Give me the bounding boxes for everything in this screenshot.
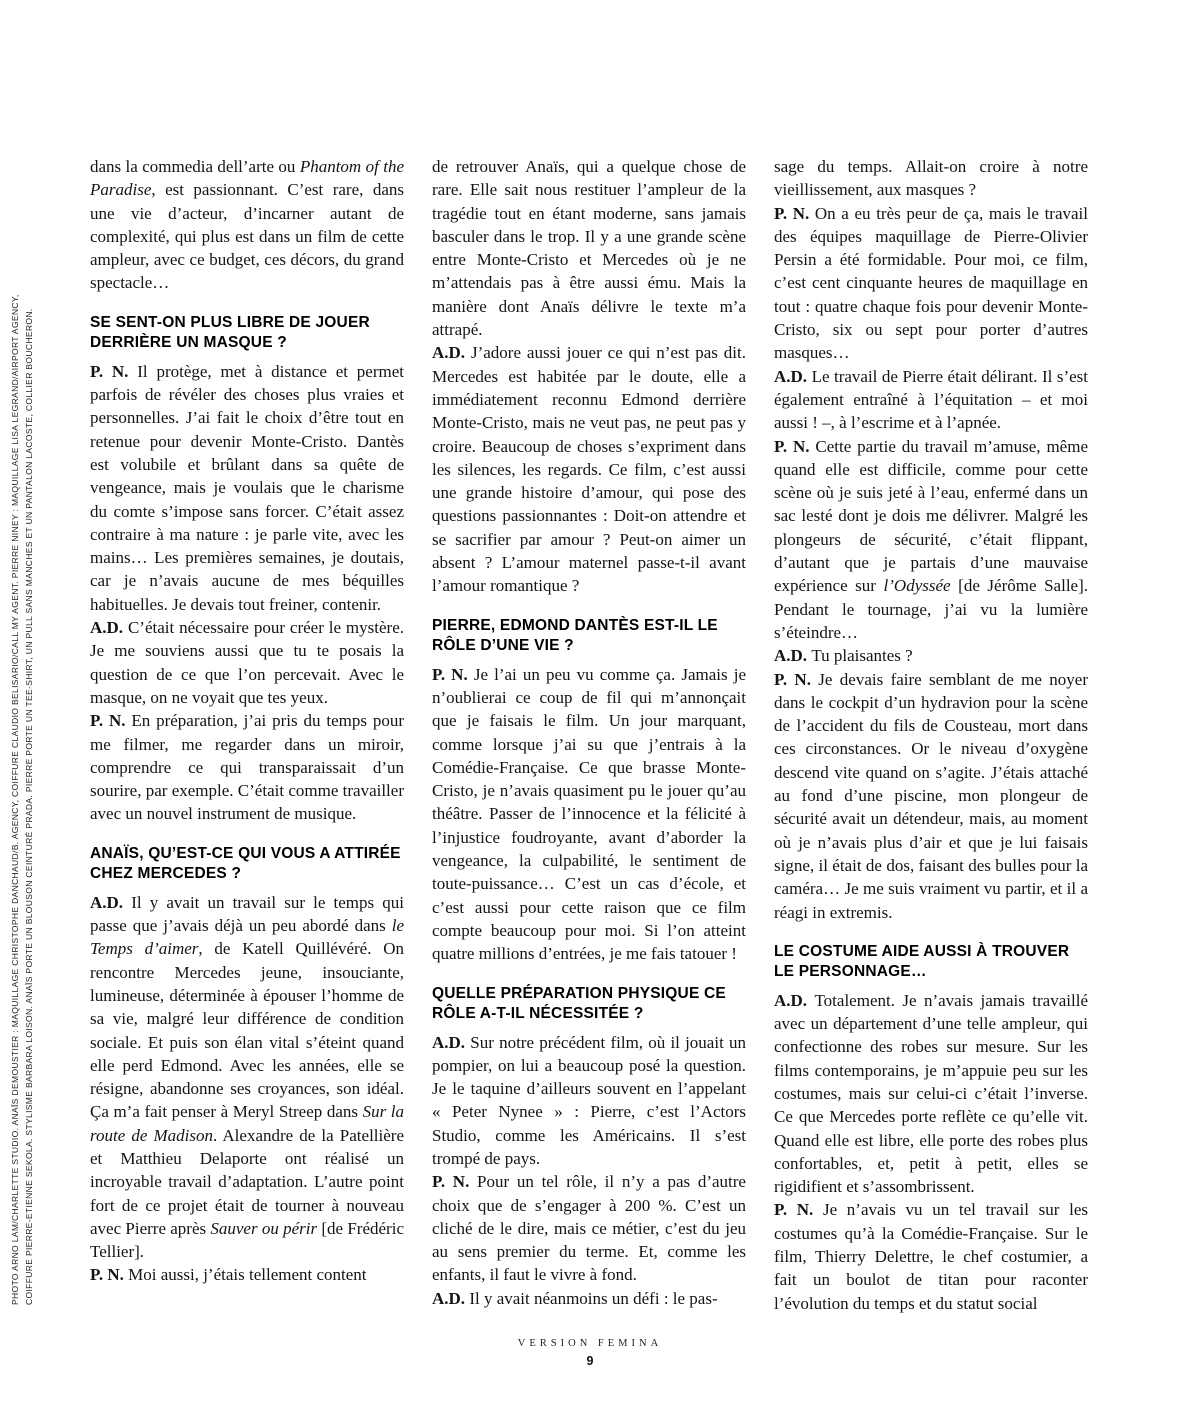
paragraph-text: En préparation, j’ai pris du temps pour me filmer, me regarder dans un miroir, comprendre ce qui transparaissait d’un sourire, par exemple. C’était comme travailler avec un nouvel instrument de musique. — [90, 711, 404, 824]
speaker-label: A.D. — [774, 366, 812, 386]
question-heading: SE SENT-ON PLUS LIBRE DE JOUER DERRIÈRE UN MASQUE ? — [90, 313, 370, 351]
paragraph-text: Moi aussi, j’étais tellement content — [128, 1265, 367, 1285]
speaker-label: P. N. — [774, 436, 816, 456]
paragraph-text: Totalement. Je n’avais jamais travaillé avec un département d’une telle ampleur, qui confectionne des robes sur mesure. Sur les films contemporains, je m’appuie peu sur les costumes, mais sur celui-ci c’était l’inverse. Ce que Mercedes porte reflète ce qu’elle vit. Quand elle est libre, elle porte des robes plus confortables, et, petit à petit, elles se rigidifient et s’assombrissent. — [774, 990, 1088, 1197]
article-paragraph — [432, 663, 746, 966]
article-paragraph — [432, 1031, 746, 1171]
paragraph-text: sage du temps. Allait-on croire à notre vieillissement, aux masques ? — [774, 157, 1088, 200]
paragraph-text: de retrouver Anaïs, qui a quelque chose de rare. Elle sait nous restituer l’ampleur de la tragédie tout en étant moderne, sans jamais basculer dans le trop. Il y a une grande scène entre Monte-Cristo et Mercedes où je ne m’attendais pas à être aussi ému. Mais la manière dont Anaïs délivre le texte m’a attrapé. — [432, 157, 746, 340]
article-paragraph — [774, 155, 1088, 202]
article-column-1 — [90, 155, 404, 1315]
paragraph-text: Tu plaisantes ? — [811, 646, 913, 666]
speaker-label: P. N. — [774, 1200, 823, 1220]
paragraph-text: . Alexandre de la Patellière et Matthieu Delaporte ont réalisé un incroyable travail d’adaptation. L’autre point fort de ce projet était de tourner à nouveau avec Pierre après — [90, 1125, 404, 1238]
article-paragraph — [774, 989, 1088, 1199]
paragraph-text: [de Frédéric Tellier]. — [90, 1218, 404, 1262]
photo-credits-line-1: PHOTO ARNO LAM/CHARLETTE STUDIO. ANAÏS DEMOUSTIER : MAQUILLAGE CHRISTOPHE DANCHAUD/B. AGENCY, COIFFURE CLAUDIO BELISARIO/CALL MY AGENT. PIERRE NINEY : MAQUILLAGE LISA LEGRAND/AIRPORT AGENCY, — [10, 294, 20, 1305]
speaker-label: A.D. — [774, 646, 812, 666]
question-heading: LE COSTUME AIDE AUSSI À TROUVER LE PERSONNAGE… — [774, 942, 1070, 980]
speaker-label: A.D. — [432, 1032, 471, 1052]
photo-credits-line-2: COIFFURE PIERRE-ETIENNE SEKOLA. STYLISME BARBARA LOISON. ANAÏS PORTE UN BLOUSON CEINTURÉ PRADA. PIERRE PORTE UN TEE-SHIRT, UN PULL SANS MANCHES ET UN PANTALON LACOSTE, COLLIER BOUCHERON. — [24, 308, 34, 1305]
paragraph-text: , est passionnant. C’est rare, dans une vie d’acteur, d’incarner autant de complexité, qui plus est dans un film de cette ampleur, avec ce budget, ces décors, du grand spectacle… — [90, 180, 404, 293]
article-paragraph — [90, 360, 404, 616]
paragraph-text: Sur la route de Madison — [90, 1102, 404, 1145]
article-paragraph — [774, 435, 1088, 645]
paragraph-text: Pour un tel rôle, il n’y a pas d’autre choix que de s’engager à 200 %. C’est un cliché de le dire, mais ce métier, c’est du jeu au sens premier du terme. Et, comme les enfants, il faut le vivre à fond. — [432, 1172, 746, 1285]
paragraph-text: dans la commedia dell’arte ou — [90, 157, 300, 176]
speaker-label: P. N. — [774, 669, 819, 689]
paragraph-text: Phantom of the Paradise — [90, 157, 404, 200]
paragraph-text: Cette partie du travail m’amuse, même quand elle est difficile, comme pour cette scène où je suis jeté à l’eau, enfermé dans un sac lesté dont je dois me délivrer. Malgré les plongeurs de sécurité, c’était flippant, d’autant que je partais d’une mauvaise expérience sur — [774, 436, 1088, 596]
article-paragraph — [90, 891, 404, 1264]
speaker-label: A.D. — [90, 892, 132, 912]
speaker-label: P. N. — [774, 203, 815, 223]
article-paragraph — [432, 341, 746, 597]
paragraph-text: Il y avait un travail sur le temps qui passe que j’avais déjà un peu abordé dans — [90, 892, 405, 936]
speaker-label: P. N. — [90, 361, 138, 381]
paragraph-text: Il y avait néanmoins un défi : le pas- — [469, 1288, 718, 1308]
paragraph-text: , de Katell Quillévéré. On rencontre Mercedes jeune, insouciante, lumineuse, déterminée à épouser l’homme de sa vie, malgré leur différence de condition sociale. Et puis son élan vital s’éteint quand elle perd Edmond. Avec les années, elle se résigne, abandonne ses croyances, son idéal. Ça m’a fait penser à Meryl Streep dans — [90, 939, 404, 1122]
paragraph-text: Le travail de Pierre était délirant. Il s’est également entraîné à l’équitation – et moi aussi ! –, à l’escrime et à l’apnée. — [774, 366, 1088, 433]
question-heading: QUELLE PRÉPARATION PHYSIQUE CE RÔLE A-T-IL NÉCESSITÉE ? — [432, 984, 726, 1022]
paragraph-text: Je devais faire semblant de me noyer dans le cockpit d’un hydravion pour la scène de l’accident du fils de Cousteau, mort dans ces circonstances. Or le niveau d’oxygène descend vite quand on s’agite. J’étais attaché au fond d’une piscine, mon plongeur de sécurité avait un détendeur, mais, au moment où je n’avais plus d’air et que je lui faisais signe, il était de dos, faisant des bulles pour la caméra… Je me suis vraiment vu partir, et il a réagi in extremis. — [774, 669, 1088, 922]
speaker-label: A.D. — [432, 1288, 470, 1308]
paragraph-text: l’Odyssée — [883, 576, 951, 596]
paragraph-text: J’adore aussi jouer ce qui n’est pas dit. Mercedes est habitée par le doute, elle a immédiatement reconnu Edmond derrière Monte-Cristo, mais ne veut pas, ne peut pas y croire. Beaucoup de choses s’expriment dans les silences, les regards. Ce film, c’est aussi une grande histoire d’amour, qui pose des questions passionnantes : Doit-on attendre et se sacrifier par amour ? Peut-on aimer un absent ? L’amour maternel passe-t-il avant l’amour romantique ? — [432, 343, 746, 596]
magazine-name: VERSION FEMINA — [517, 1338, 663, 1349]
article-paragraph — [432, 155, 746, 341]
question-heading: ANAÏS, QU’EST-CE QUI VOUS A ATTIRÉE CHEZ MERCEDES ? — [90, 844, 401, 882]
speaker-label: P. N. — [90, 711, 132, 731]
paragraph-text: C’était nécessaire pour créer le mystère. Je me souviens aussi que tu te posais la question de ce que l’on percevait. Avec le masque, on ne voyait que tes yeux. — [90, 618, 404, 707]
paragraph-text: Il protège, met à distance et permet parfois de révéler des choses plus vraies et personnelles. J’ai fait le choix d’être tout en retenue pour devenir Monte-Cristo. Dantès est volubile et brûlant dans sa quête de vengeance, mais je voulais que le charisme du comte s’impose sans forcer. C’était assez contraire à ma nature : je parle vite, avec les mains… Les premières semaines, je doutais, car je n’avais aucune de mes béquilles habituelles. Je devais tout freiner, contenir. — [90, 361, 404, 614]
paragraph-text: Je l’ai un peu vu comme ça. Jamais je n’oublierai ce coup de fil qui m’annonçait que je faisais le film. Un jour marquant, comme lorsque j’ai su que j’entrais à la Comédie-Française. Ce que brasse Monte-Cristo, je n’avais quasiment pu le jouer qu’au théâtre. Passer de l’innocence et la félicité à l’injustice foudroyante, avant d’aborder la vengeance, la culpabilité, le sentiment de toute-puissance… C’est un cas d’école, et c’est aussi pour cette raison que ce film compte beaucoup pour moi. Si l’on atteint quatre millions d’entrées, je me fais tatouer ! — [432, 664, 746, 964]
article-paragraph — [90, 155, 404, 295]
paragraph-text: Je n’avais vu un tel travail sur les costumes qu’à la Comédie-Française. Sur le film, Thierry Delettre, le chef costumier, a fait un boulot de titan pour raconter l’évolution du temps et du statut social — [774, 1200, 1088, 1313]
speaker-label: A.D. — [774, 990, 815, 1010]
paragraph-text: On a eu très peur de ça, mais le travail des équipes maquillage de Pierre-Olivier Persin a été formidable. Pour moi, ce film, c’est cent cinquante heures de maquillage en tout : quatre chaque fois pour devenir Monte-Cristo, six ou sept pour porter d’autres masques… — [774, 203, 1088, 363]
article-column-3 — [774, 155, 1088, 1315]
article-columns — [90, 155, 1090, 1315]
article-paragraph — [774, 644, 1088, 667]
paragraph-text: le Temps d’aimer — [90, 916, 404, 959]
article-paragraph — [774, 1198, 1088, 1314]
article-paragraph — [90, 1263, 404, 1286]
paragraph-text: Sauver ou périr — [210, 1218, 318, 1238]
paragraph-text: Sur notre précédent film, où il jouait un pompier, on lui a beaucoup posé la question. Je le taquine d’ailleurs souvent en l’appelant « Peter Nynee » : Pierre, c’est l’Actors Studio, comme les Américains. Il s’est trompé de pays. — [432, 1032, 746, 1168]
article-column-2 — [432, 155, 746, 1315]
page-footer — [90, 1338, 1090, 1368]
article-paragraph — [774, 668, 1088, 924]
page-number: 9 — [586, 1354, 594, 1368]
article-paragraph — [774, 365, 1088, 435]
question-heading: PIERRE, EDMOND DANTÈS EST-IL LE RÔLE D’UNE VIE ? — [432, 616, 718, 654]
article-paragraph — [432, 1287, 746, 1310]
speaker-label: A.D. — [90, 618, 128, 638]
paragraph-text: [de Jérôme Salle]. Pendant le tournage, j’ai vu la lumière s’éteindre… — [774, 576, 1089, 642]
article-paragraph — [90, 709, 404, 825]
speaker-label: P. N. — [90, 1265, 129, 1285]
speaker-label: P. N. — [432, 1172, 478, 1192]
article-paragraph — [774, 202, 1088, 365]
article-paragraph — [432, 1170, 746, 1286]
speaker-label: A.D. — [432, 343, 471, 363]
article-paragraph — [90, 616, 404, 709]
speaker-label: P. N. — [432, 664, 474, 684]
